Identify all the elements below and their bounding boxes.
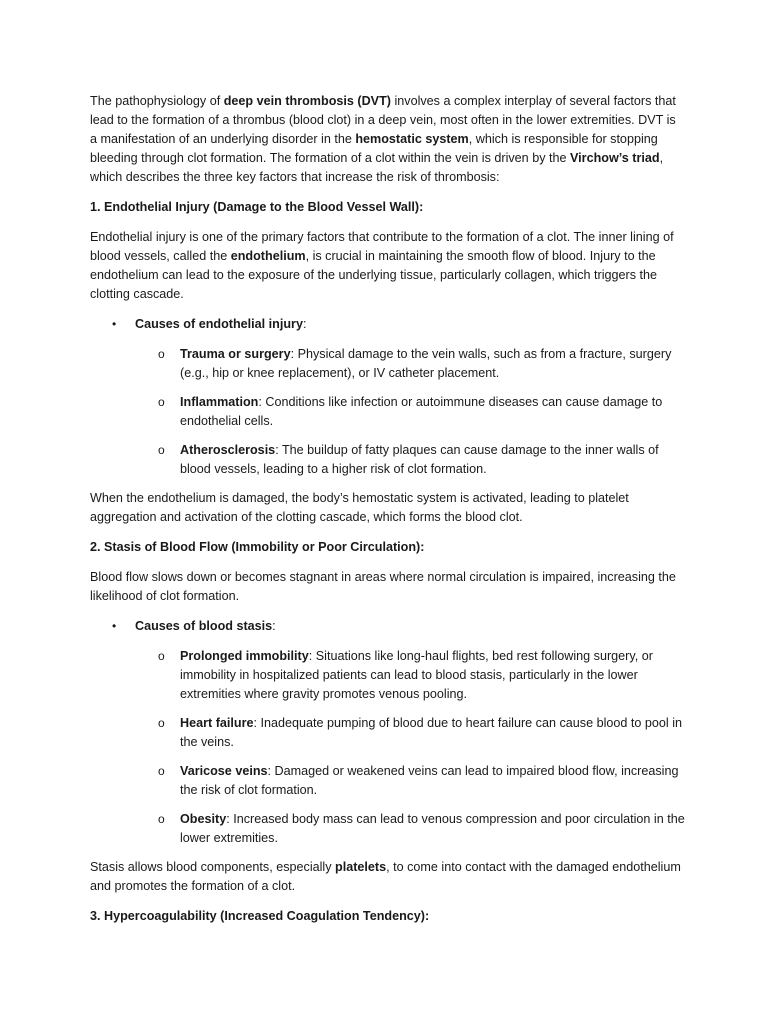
sub-bullet-marker: o xyxy=(158,347,165,361)
list-item-bold: Heart failure xyxy=(180,716,254,730)
list-item-text: : Situations like long-haul flights, bed rest following surgery, or immobility in hospitalized patients can lead to blood stasis, particularly in the lower extremities where gravity promotes venous pooling. xyxy=(180,649,653,701)
section-1-heading: 1. Endothelial Injury (Damage to the Blood Vessel Wall): xyxy=(90,200,424,214)
list-item-text: : Increased body mass can lead to venous compression and poor circulation in the lower extremities. xyxy=(180,812,685,845)
section-1-bullet xyxy=(90,315,685,334)
bullet-marker: • xyxy=(112,619,117,633)
intro-text-2: involves a complex interplay of several factors that lead to the formation of a thrombus (blood clot) in a deep vein, most often in the lower extremities. DVT is a manifestation of an underlying disorder in the xyxy=(90,94,676,146)
bullet-bold-label: Causes of blood stasis xyxy=(135,619,273,633)
document-page xyxy=(90,92,685,937)
list-item-bold: Inflammation xyxy=(180,395,259,409)
intro-bold-virchow: Virchow’s triad xyxy=(570,151,660,165)
sub-bullet-marker: o xyxy=(158,716,165,730)
list-item xyxy=(90,647,685,704)
list-item xyxy=(90,810,685,848)
section-1-paragraph-2: When the endothelium is damaged, the body’s hemostatic system is activated, leading to platelet aggregation and activation of the clotting cascade, which forms the blood clot. xyxy=(90,491,629,524)
list-item-text: : Conditions like infection or autoimmune diseases can cause damage to endothelial cells. xyxy=(180,395,663,428)
section-2-bullet xyxy=(90,617,685,636)
list-item xyxy=(90,393,685,431)
bullet-rest: : xyxy=(272,619,276,633)
list-item xyxy=(90,762,685,800)
s1-p1-text-2: , is crucial in maintaining the smooth flow of blood. Injury to the endothelium can lead to the exposure of the underlying tissue, particularly collagen, which triggers the clotting cascade. xyxy=(90,249,658,301)
intro-bold-dvt: deep vein thrombosis (DVT) xyxy=(223,94,391,108)
intro-text-3: , which is responsible for stopping bleeding through clot formation. The formation of a clot within the vein is driven by the xyxy=(90,132,658,165)
bullet-marker: • xyxy=(112,317,117,331)
list-item-text: : Inadequate pumping of blood due to heart failure can cause blood to pool in the veins. xyxy=(180,716,683,749)
list-item-bold: Prolonged immobility xyxy=(180,649,309,663)
sub-bullet-marker: o xyxy=(158,443,165,457)
s2-p2-bold-platelets: platelets xyxy=(335,860,387,874)
s2-p2-text-2: , to come into contact with the damaged endothelium and promotes the formation of a clot. xyxy=(90,860,681,893)
section-2-paragraph-1: Blood flow slows down or becomes stagnant in areas where normal circulation is impaired, increasing the likelihood of clot formation. xyxy=(90,570,676,603)
section-2-heading: 2. Stasis of Blood Flow (Immobility or Poor Circulation): xyxy=(90,540,425,554)
list-item-bold: Varicose veins xyxy=(180,764,268,778)
section-3-heading: 3. Hypercoagulability (Increased Coagulation Tendency): xyxy=(90,909,430,923)
s1-p1-bold-endothelium: endothelium xyxy=(230,249,306,263)
intro-text-1: The pathophysiology of xyxy=(90,94,224,108)
list-item xyxy=(90,345,685,383)
intro-text-4: , which describes the three key factors that increase the risk of thrombosis: xyxy=(90,151,664,184)
sub-bullet-marker: o xyxy=(158,764,165,778)
s2-p2-text-1: Stasis allows blood components, especially xyxy=(90,860,336,874)
list-item-bold: Atherosclerosis xyxy=(180,443,276,457)
list-item-text: : Damaged or weakened veins can lead to impaired blood flow, increasing the risk of clot formation. xyxy=(180,764,679,797)
sub-bullet-marker: o xyxy=(158,649,165,663)
sub-bullet-marker: o xyxy=(158,395,165,409)
s1-p1-text-1: Endothelial injury is one of the primary factors that contribute to the formation of a clot. The inner lining of blood vessels, called the xyxy=(90,230,674,263)
bullet-rest: : xyxy=(302,317,307,331)
list-item-bold: Obesity xyxy=(180,812,227,826)
section-2-paragraph-2 xyxy=(90,858,685,896)
sub-bullet-marker: o xyxy=(158,812,165,826)
list-item xyxy=(90,714,685,752)
list-item xyxy=(90,441,685,479)
intro-paragraph xyxy=(90,92,685,187)
list-item-text: : Physical damage to the vein walls, such as from a fracture, surgery (e.g., hip or knee replacement), or IV catheter placement. xyxy=(180,347,672,380)
list-item-text: : The buildup of fatty plaques can cause damage to the inner walls of blood vessels, leading to a higher risk of clot formation. xyxy=(180,443,659,476)
list-item-bold: Trauma or surgery xyxy=(180,347,291,361)
bullet-bold-label: Causes of endothelial injury xyxy=(135,317,303,331)
intro-bold-hemostatic: hemostatic system xyxy=(355,132,469,146)
section-1-paragraph-1 xyxy=(90,228,685,304)
